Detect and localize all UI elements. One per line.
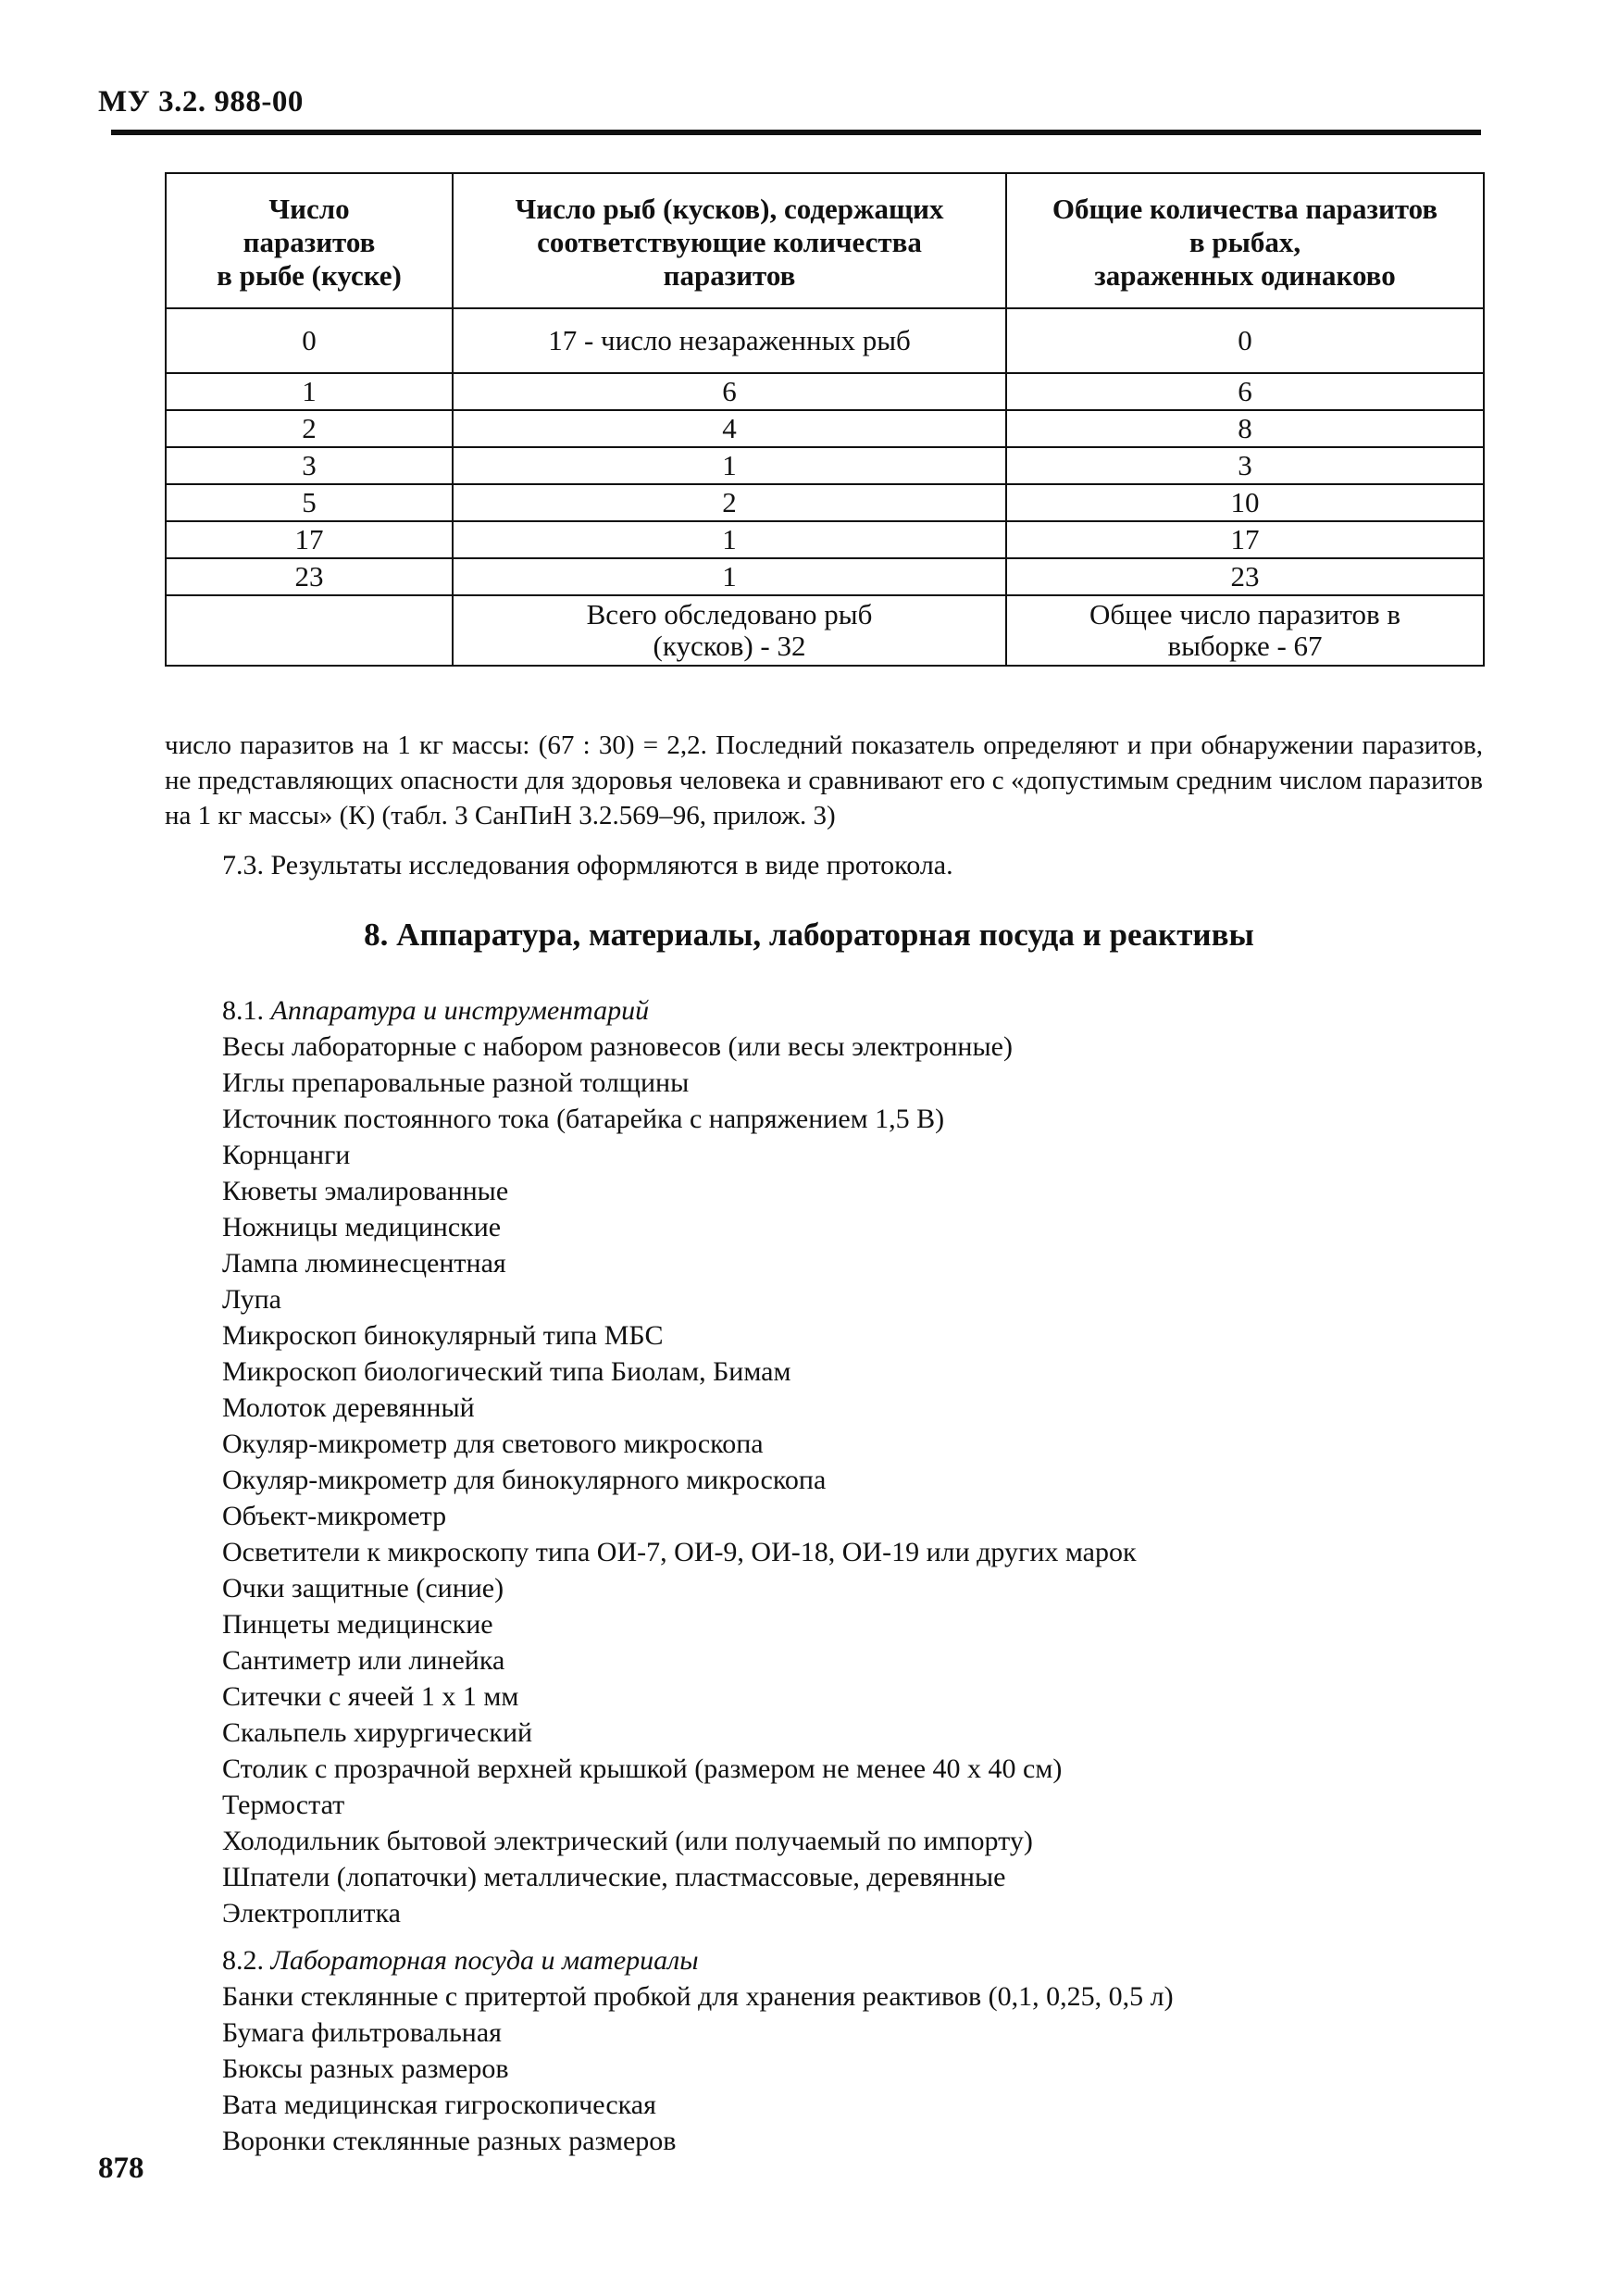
table-cell: 3: [1006, 447, 1484, 484]
table-cell: 10: [1006, 484, 1484, 521]
list-item: Микроскоп биологический типа Биолам, Бимам: [222, 1356, 791, 1387]
table-row: [166, 308, 1484, 373]
table-cell: 8: [1006, 410, 1484, 447]
table-row: [166, 484, 1484, 521]
table-cell: 1: [453, 521, 1006, 558]
total-parasites-cell: Общее число паразитов в выборке - 67: [1006, 595, 1484, 666]
list-item: Молоток деревянный: [222, 1392, 475, 1423]
list-item: Пинцеты медицинские: [222, 1609, 493, 1640]
list-item: Лампа люминесцентная: [222, 1248, 506, 1279]
list-item: Источник постоянного тока (батарейка с напряжением 1,5 В): [222, 1104, 945, 1134]
header-rule: [111, 130, 1481, 135]
table-cell: 6: [453, 373, 1006, 410]
list-item: Сантиметр или линейка: [222, 1645, 505, 1676]
table-row: [166, 410, 1484, 447]
list-item: Микроскоп бинокулярный типа МБС: [222, 1320, 664, 1351]
list-item: Ножницы медицинские: [222, 1212, 502, 1242]
table-cell: 23: [1006, 558, 1484, 595]
table-cell: 17: [166, 521, 453, 558]
list-item: Объект-микрометр: [222, 1501, 447, 1531]
list-item: Осветители к микроскопу типа ОИ-7, ОИ-9, ОИ-18, ОИ-19 или других марок: [222, 1537, 1137, 1567]
table-cell: 1: [166, 373, 453, 410]
table-cell: 0: [1006, 308, 1484, 373]
list-item: Скальпель хирургический: [222, 1717, 533, 1748]
table-cell: 2: [453, 484, 1006, 521]
list-item: Бюксы разных размеров: [222, 2053, 509, 2084]
paragraph-7-3: 7.3. Результаты исследования оформляются в виде протокола.: [222, 850, 953, 880]
table-cell: 3: [166, 447, 453, 484]
table-total-row: [166, 595, 1484, 666]
list-item: Весы лабораторные с набором разновесов (или весы электронные): [222, 1031, 1013, 1062]
header-col-fish-count: Число рыб (кусков), содержащих соответствующие количества паразитов: [453, 173, 1006, 308]
document-code: МУ 3.2. 988-00: [98, 85, 304, 119]
table-cell: 2: [166, 410, 453, 447]
header-col-total-parasites: Общие количества паразитов в рыбах, зараженных одинаково: [1006, 173, 1484, 308]
table-row: [166, 373, 1484, 410]
table-cell: 5: [166, 484, 453, 521]
header-col-parasites: Число паразитов в рыбе (куске): [166, 173, 453, 308]
list-item: Корнцанги: [222, 1140, 351, 1170]
list-item: Бумага фильтровальная: [222, 2017, 502, 2048]
subsection-8-1: [222, 992, 1137, 1931]
list-item: Столик с прозрачной верхней крышкой (размером не менее 40 х 40 см): [222, 1753, 1063, 1784]
table-cell: 1: [453, 558, 1006, 595]
subsection-8-2-heading: 8.2. Лабораторная посуда и материалы: [222, 1945, 699, 1976]
section-8-heading: 8. Аппаратура, материалы, лабораторная посуда и реактивы: [364, 917, 1254, 953]
list-item: Кюветы эмалированные: [222, 1176, 509, 1206]
list-item: Вата медицинская гигроскопическая: [222, 2090, 656, 2120]
list-item: Холодильник бытовой электрический (или получаемый по импорту): [222, 1826, 1033, 1856]
list-item: Ситечки с ячеей 1 х 1 мм: [222, 1681, 519, 1712]
list-item: Банки стеклянные с притертой пробкой для хранения реактивов (0,1, 0,25, 0,5 л): [222, 1981, 1174, 2012]
table-row: [166, 521, 1484, 558]
table-cell: 23: [166, 558, 453, 595]
list-item: Воронки стеклянные разных размеров: [222, 2126, 677, 2156]
list-item: Термостат: [222, 1790, 345, 1820]
list-item: Шпатели (лопаточки) металлические, пластмассовые, деревянные: [222, 1862, 1006, 1892]
table-cell: 17 - число незараженных рыб: [453, 308, 1006, 373]
table-cell: 6: [1006, 373, 1484, 410]
table-cell: 1: [453, 447, 1006, 484]
page-number: 878: [98, 2152, 144, 2185]
table-header-row: [166, 173, 1484, 308]
table-cell: 17: [1006, 521, 1484, 558]
subsection-8-2: [222, 1942, 1174, 2159]
table-cell: 0: [166, 308, 453, 373]
list-item: Лупа: [222, 1284, 281, 1315]
list-item: Электроплитка: [222, 1898, 401, 1928]
table-cell-empty: [166, 595, 453, 666]
table-row: [166, 558, 1484, 595]
list-item: Окуляр-микрометр для светового микроскопа: [222, 1429, 764, 1459]
table-row: [166, 447, 1484, 484]
table-cell: 4: [453, 410, 1006, 447]
parasite-table: [165, 172, 1485, 667]
list-item: Очки защитные (синие): [222, 1573, 504, 1603]
list-item: Окуляр-микрометр для бинокулярного микроскопа: [222, 1465, 827, 1495]
list-item: Иглы препаровальные разной толщины: [222, 1067, 690, 1098]
subsection-8-1-heading: 8.1. Аппаратура и инструментарий: [222, 995, 650, 1026]
total-fish-cell: Всего обследовано рыб (кусков) - 32: [453, 595, 1006, 666]
paragraph-parasites-per-kg: число паразитов на 1 кг массы: (67 : 30) = 2,2. Последний показатель определяют и при обнаружении паразитов, не представляющих опасности для здоровья человека и сравнивают его с «допустимым средним числом паразитов на 1 кг массы» (К) (табл. 3 СанПиН 3.2.569–96, прилож. 3): [165, 730, 1483, 830]
